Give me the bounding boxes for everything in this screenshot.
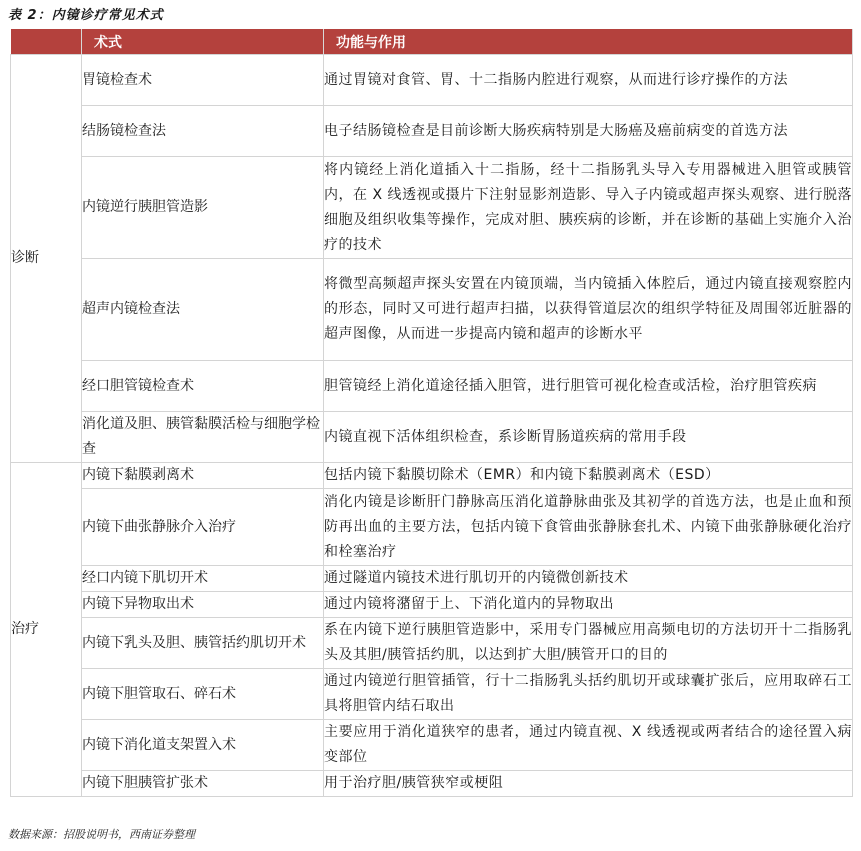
technique-cell: 内镜下胆胰管扩张术 — [82, 771, 324, 797]
table-row — [11, 720, 853, 771]
table-row — [11, 463, 853, 489]
table-row — [11, 669, 853, 720]
table-row — [11, 592, 853, 618]
function-cell: 系在内镜下逆行胰胆管造影中，采用专门器械应用高频电切的方法切开十二指肠乳头及其胆/胰管括约肌，以达到扩大胆/胰管开口的目的 — [324, 618, 853, 669]
function-cell: 通过内镜逆行胆管插管，行十二指肠乳头括约肌切开或球囊扩张后，应用取碎石工具将胆管内结石取出 — [324, 669, 853, 720]
function-cell: 通过胃镜对食管、胃、十二指肠内腔进行观察，从而进行诊疗操作的方法 — [324, 55, 853, 106]
function-cell: 将内镜经上消化道插入十二指肠，经十二指肠乳头导入专用器械进入胆管或胰管内，在 X 线透视或摄片下注射显影剂造影、导入子内镜或超声探头观察、进行脱落细胞及组织收集等操作，完成对胆、胰疾病的诊断，并在诊断的基础上实施介入治疗的技术 — [324, 157, 853, 259]
function-cell: 胆管镜经上消化道途径插入胆管，进行胆管可视化检查或活检，治疗胆管疾病 — [324, 361, 853, 412]
table-row — [11, 157, 853, 259]
table-title: 表 2：内镜诊疗常见术式 — [8, 8, 164, 23]
header-function: 功能与作用 — [324, 29, 853, 55]
function-cell: 消化内镜是诊断肝门静脉高压消化道静脉曲张及其初学的首选方法，也是止血和预防再出血的主要方法，包括内镜下食管曲张静脉套扎术、内镜下曲张静脉硬化治疗和栓塞治疗 — [324, 489, 853, 566]
table-row — [11, 106, 853, 157]
technique-cell: 超声内镜检查法 — [82, 259, 324, 361]
technique-cell: 内镜下黏膜剥离术 — [82, 463, 324, 489]
function-cell: 主要应用于消化道狭窄的患者，通过内镜直视、X 线透视或两者结合的途径置入病变部位 — [324, 720, 853, 771]
technique-cell: 结肠镜检查法 — [82, 106, 324, 157]
table-row — [11, 771, 853, 797]
technique-cell: 经口内镜下肌切开术 — [82, 566, 324, 592]
technique-cell: 胃镜检查术 — [82, 55, 324, 106]
table-row — [11, 489, 853, 566]
header-technique: 术式 — [82, 29, 324, 55]
technique-cell: 内镜下消化道支架置入术 — [82, 720, 324, 771]
function-cell: 包括内镜下黏膜切除术（EMR）和内镜下黏膜剥离术（ESD） — [324, 463, 853, 489]
table-row — [11, 361, 853, 412]
header-row — [11, 29, 853, 55]
header-category — [11, 29, 82, 55]
technique-cell: 消化道及胆、胰管黏膜活检与细胞学检查 — [82, 412, 324, 463]
table-row — [11, 259, 853, 361]
table-row — [11, 55, 853, 106]
category-diagnosis: 诊断 — [11, 55, 82, 463]
table-row — [11, 618, 853, 669]
function-cell: 通过隧道内镜技术进行肌切开的内镜微创新技术 — [324, 566, 853, 592]
function-cell: 电子结肠镜检查是目前诊断大肠疾病特别是大肠癌及癌前病变的首选方法 — [324, 106, 853, 157]
technique-cell: 内镜逆行胰胆管造影 — [82, 157, 324, 259]
data-source-note: 数据来源：招股说明书，西南证券整理 — [8, 828, 195, 841]
category-treatment: 治疗 — [11, 463, 82, 797]
technique-cell: 经口胆管镜检查术 — [82, 361, 324, 412]
technique-cell: 内镜下异物取出术 — [82, 592, 324, 618]
function-cell: 用于治疗胆/胰管狭窄或梗阻 — [324, 771, 853, 797]
technique-cell: 内镜下乳头及胆、胰管括约肌切开术 — [82, 618, 324, 669]
procedure-table — [10, 29, 853, 797]
table-row — [11, 412, 853, 463]
function-cell: 将微型高频超声探头安置在内镜顶端，当内镜插入体腔后，通过内镜直接观察腔内的形态，同时又可进行超声扫描，以获得管道层次的组织学特征及周围邻近脏器的超声图像，从而进一步提高内镜和超声的诊断水平 — [324, 259, 853, 361]
function-cell: 通过内镜将潴留于上、下消化道内的异物取出 — [324, 592, 853, 618]
technique-cell: 内镜下胆管取石、碎石术 — [82, 669, 324, 720]
table-row — [11, 566, 853, 592]
function-cell: 内镜直视下活体组织检查，系诊断胃肠道疾病的常用手段 — [324, 412, 853, 463]
technique-cell: 内镜下曲张静脉介入治疗 — [82, 489, 324, 566]
